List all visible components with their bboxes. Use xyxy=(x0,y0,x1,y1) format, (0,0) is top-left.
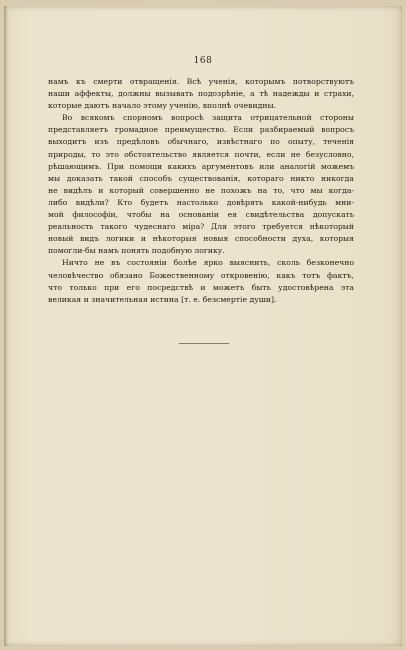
page-edge-shadow xyxy=(4,6,8,646)
text-line: которые даютъ начало этому ученію, вполнѣ очевидны. xyxy=(48,101,277,111)
page-number: 168 xyxy=(193,56,213,66)
text-line: Ничто не въ состояніи болѣе ярко выяснить, сколь безконечно xyxy=(62,258,354,268)
text-line: намъ къ смерти отвращенія. Всѣ ученія, которымъ потворствуютъ xyxy=(48,77,354,86)
text-line: что только при его посредствѣ и можетъ быть удостовѣрена эта xyxy=(48,282,354,292)
end-rule xyxy=(179,343,229,344)
paragraph xyxy=(48,257,354,305)
book-page xyxy=(4,6,402,646)
text-line: реальность такого чудеснаго міра? Для этого требуется нѣкоторый xyxy=(48,222,354,232)
text-line: не видѣлъ и который совершенно не похожъ на то, что мы когда- xyxy=(48,185,354,195)
text-line: новый видъ логики и нѣкоторыя новыя способности духа, которыя xyxy=(48,234,354,244)
text-line: человѣчество обязано Божественному откровенію, какъ тотъ фактъ, xyxy=(48,270,354,280)
text-line: природы, то это обстоятельство является почти, если не безусловно, xyxy=(48,149,354,159)
text-line: либо видѣли? Кто будетъ настолько довѣрять какой-нибудь мни- xyxy=(48,197,354,207)
text-line: великая и значительная истина [т. е. безсмертіе души]. xyxy=(48,294,277,304)
text-line: помогли-бы намъ понять подобную логику. xyxy=(48,246,225,256)
paragraph xyxy=(48,112,354,257)
text-line: мой философіи, чтобы на основаніи ея свидѣтельства допускать xyxy=(48,210,354,220)
text-line: наши аффекты, должны вызывать подозрѣніе, а тѣ надежды и страхи, xyxy=(48,89,354,99)
text-line: представляетъ громадное преимущество. Если разбираемый вопросъ xyxy=(48,125,354,135)
page-text xyxy=(48,76,354,306)
text-line: Во всякомъ спорномъ вопросѣ защита отрицательной стороны xyxy=(62,113,354,123)
text-line: мы доказать такой способъ существованія, котораго никто никогда xyxy=(48,173,354,183)
text-line: выходитъ изъ предѣловъ обычнаго, извѣстнаго по опыту, теченія xyxy=(48,137,354,147)
paragraph xyxy=(48,76,354,112)
text-line: рѣшающимъ. При помощи какихъ аргументовъ или аналогій можемъ xyxy=(48,161,354,171)
